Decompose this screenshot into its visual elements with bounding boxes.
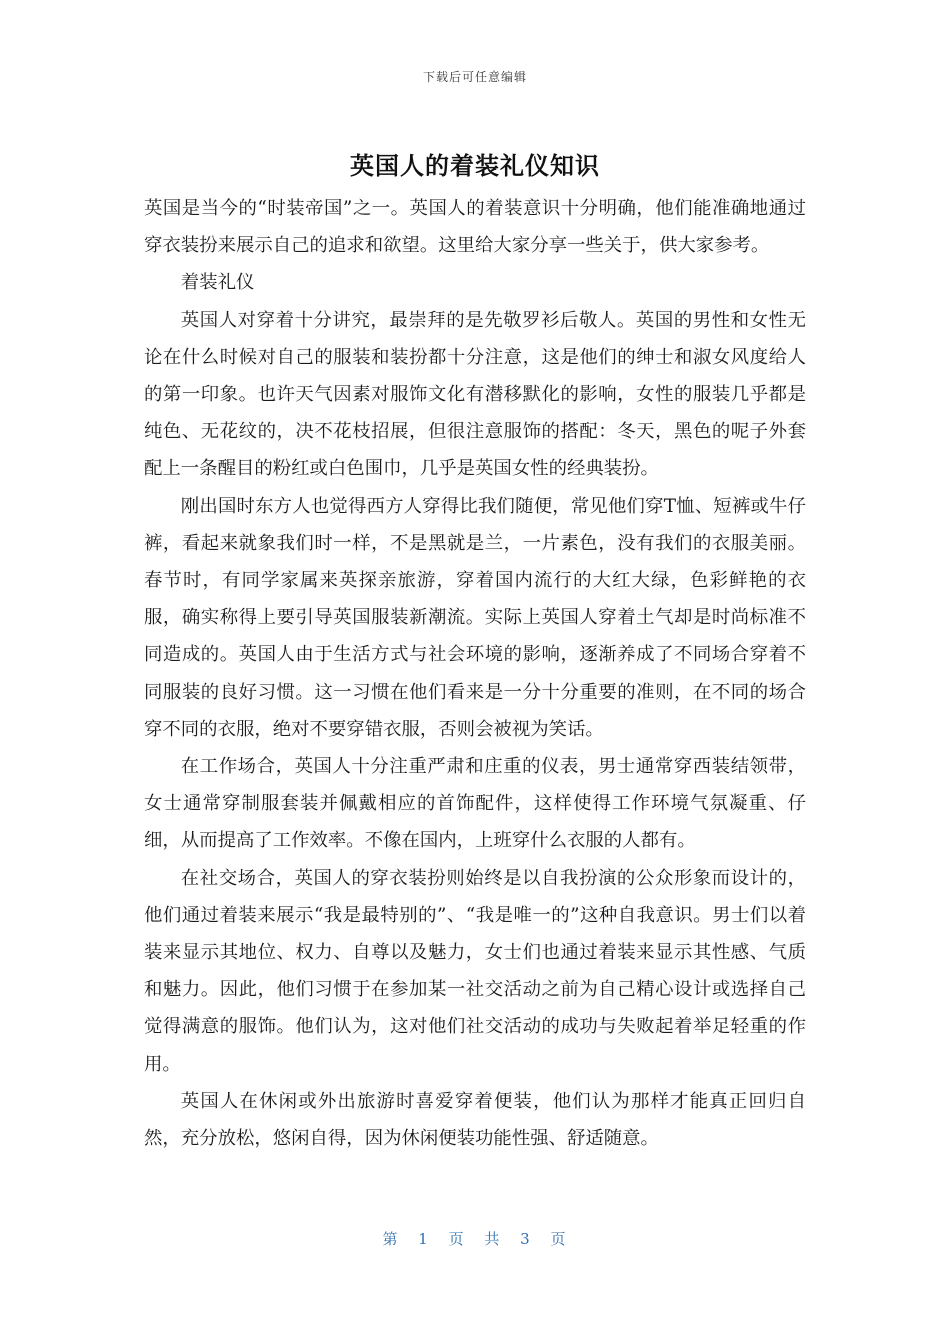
header-note: 下载后可任意编辑 — [422, 70, 527, 84]
document-title: 英国人的着装礼仪知识 — [350, 152, 600, 180]
paragraph: 英国人在休闲或外出旅游时喜爱穿着便装，他们认为那样才能真正回归自然，充分放松，悠闲自得，因为休闲便装功能性强、舒适随意。 — [144, 1090, 806, 1150]
document-body — [144, 190, 806, 1157]
paragraph: 英国人对穿着十分讲究，最崇拜的是先敬罗衫后敬人。英国的男性和女性无论在什么时候对自己的服装和装扮都十分注意，这是他们的绅士和淑女风度给人的第一印象。也许天气因素对服饰文化有潜移默化的影响，女性的服装几乎都是纯色、无花纹的，决不花枝招展，但很注意服饰的搭配：冬天，黑色的呢子外套配上一条醒目的粉红或白色围巾，几乎是英国女性的经典装扮。 — [144, 309, 806, 480]
paragraph-intro: 英国是当今的“时装帝国”之一。英国人的着装意识十分明确，他们能准确地通过穿衣装扮来展示自己的追求和欲望。这里给大家分享一些关于，供大家参考。 — [144, 198, 806, 257]
section-heading: 着装礼仪 — [180, 272, 255, 294]
page-number: 第 1 页 共 3 页 — [382, 1230, 568, 1248]
paragraph: 刚出国时东方人也觉得西方人穿得比我们随便，常见他们穿T恤、短裤或牛仔裤，看起来就象我们时一样，不是黑就是兰，一片素色，没有我们的衣服美丽。春节时，有同学家属来英探亲旅游，穿着国内流行的大红大绿，色彩鲜艳的衣服，确实称得上要引导英国服装新潮流。实际上英国人穿着土气却是时尚标准不同造成的。英国人由于生活方式与社会环境的影响，逐渐养成了不同场合穿着不同服装的良好习惯。这一习惯在他们看来是一分十分重要的准则，在不同的场合穿不同的衣服，绝对不要穿错衣服，否则会被视为笑话。 — [144, 495, 806, 740]
paragraph: 在工作场合，英国人十分注重严肃和庄重的仪表，男士通常穿西装结领带，女士通常穿制服套装并佩戴相应的首饰配件，这样使得工作环境气氛凝重、仔细，从而提高了工作效率。不像在国内，上班穿什么衣服的人都有。 — [144, 756, 806, 852]
paragraph: 在社交场合，英国人的穿衣装扮则始终是以自我扮演的公众形象而设计的，他们通过着装来展示“我是最特别的”、“我是唯一的”这种自我意识。男士们以着装来显示其地位、权力、自尊以及魅力，女士们也通过着装来显示其性感、气质和魅力。因此，他们习惯于在参加某一社交活动之前为自己精心设计或选择自己觉得满意的服饰。他们认为，这对他们社交活动的成功与失败起着举足轻重的作用。 — [144, 867, 806, 1075]
